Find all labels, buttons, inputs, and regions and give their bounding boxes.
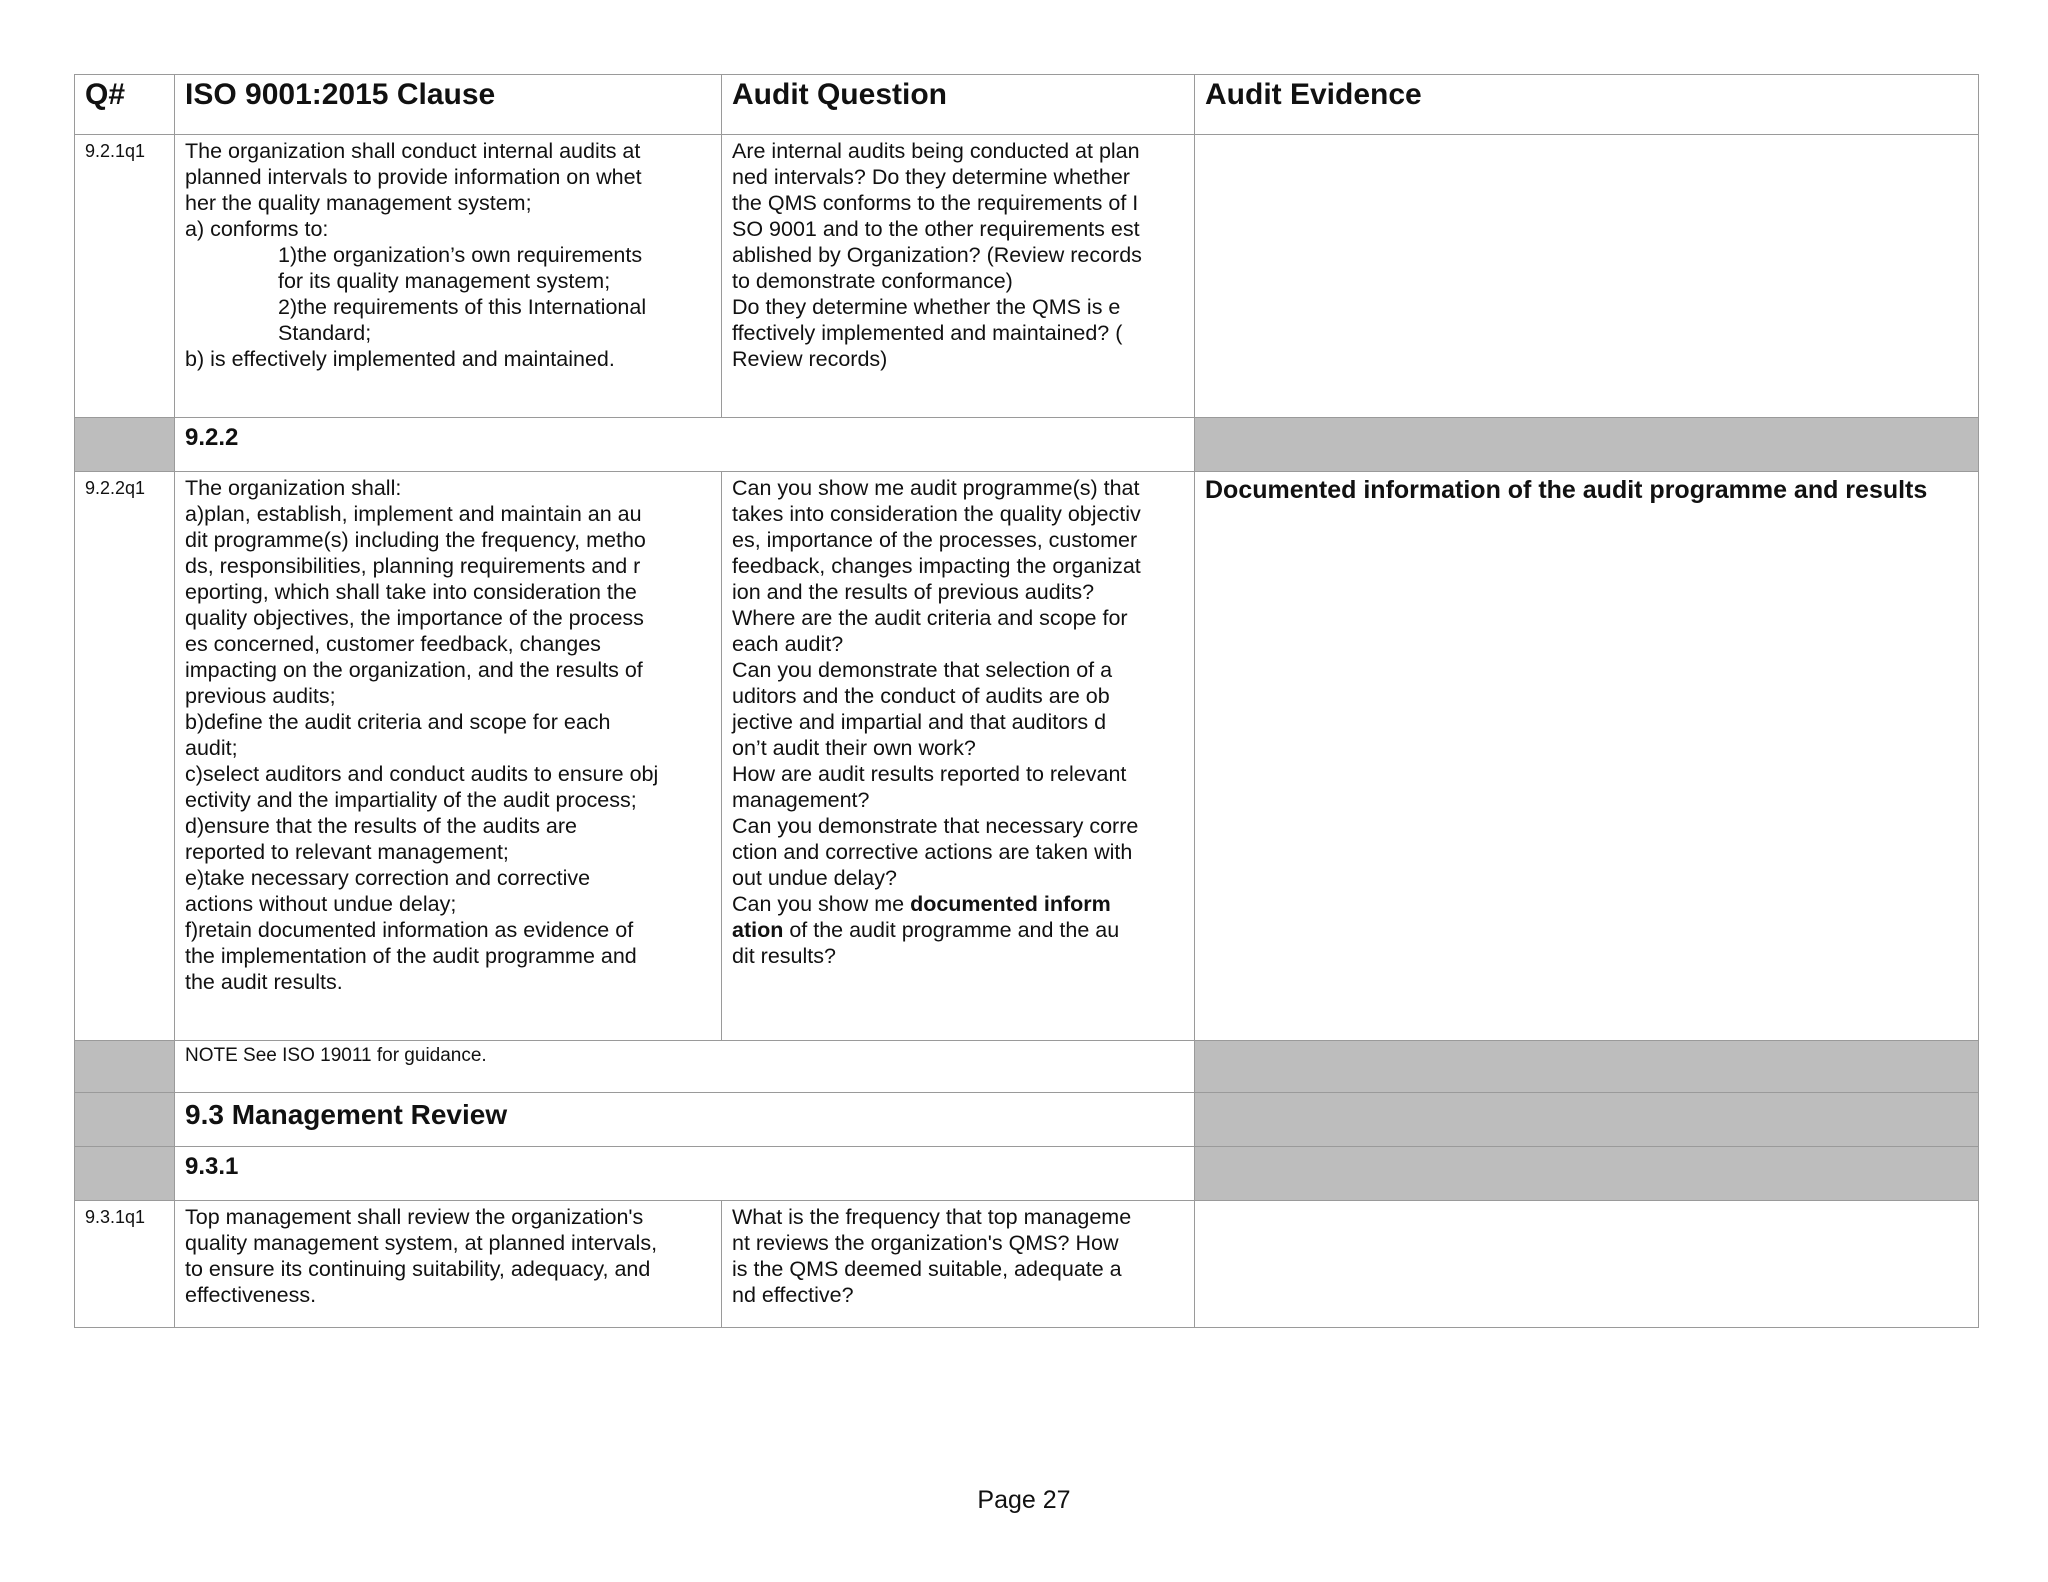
question-line: dit results? bbox=[732, 944, 836, 968]
question-line: Do they determine whether the QMS is e bbox=[732, 295, 1121, 319]
question-line: ction and corrective actions are taken with bbox=[732, 840, 1133, 864]
clause-line: quality objectives, the importance of the process bbox=[185, 606, 644, 630]
section-row-93 bbox=[75, 1093, 1979, 1147]
section-q-cell bbox=[75, 1093, 175, 1147]
clause-line: es concerned, customer feedback, changes bbox=[185, 632, 601, 656]
clause-line: dit programme(s) including the frequency, metho bbox=[185, 528, 646, 552]
clause-line: f)retain documented information as evidence of bbox=[185, 918, 634, 942]
section-title: 9.3.1 bbox=[175, 1147, 1195, 1201]
clause-line: audit; bbox=[185, 736, 238, 760]
clause-line: e)take necessary correction and corrective bbox=[185, 866, 591, 890]
question-line: Can you show me bbox=[732, 892, 911, 916]
question-bold-text: ation bbox=[732, 918, 784, 942]
question-line: jective and impartial and that auditors d bbox=[732, 710, 1107, 734]
audit-evidence-cell[interactable]: Documented information of the audit programme and results bbox=[1195, 472, 1979, 1041]
header-q: Q# bbox=[75, 75, 175, 135]
section-title: 9.3 Management Review bbox=[175, 1093, 1195, 1147]
section-q-cell bbox=[75, 418, 175, 472]
audit-checklist-table bbox=[74, 74, 1979, 1328]
question-line: nt reviews the organization's QMS? How bbox=[732, 1231, 1119, 1255]
table-row bbox=[75, 1201, 1979, 1328]
audit-evidence-cell[interactable] bbox=[1195, 135, 1979, 418]
clause-line: to ensure its continuing suitability, adequacy, and bbox=[185, 1257, 651, 1281]
clause-line: quality management system, at planned intervals, bbox=[185, 1231, 658, 1255]
question-line: on’t audit their own work? bbox=[732, 736, 976, 760]
question-line: ned intervals? Do they determine whether bbox=[732, 165, 1130, 189]
section-title: 9.2.2 bbox=[175, 418, 1195, 472]
question-line: of the audit programme and the au bbox=[783, 918, 1120, 942]
question-line: to demonstrate conformance) bbox=[732, 269, 1013, 293]
header-clause: ISO 9001:2015 Clause bbox=[175, 75, 722, 135]
clause-line: b)define the audit criteria and scope for each bbox=[185, 710, 611, 734]
header-evidence: Audit Evidence bbox=[1195, 75, 1979, 135]
audit-question-text bbox=[722, 472, 1195, 1041]
clause-line: b) is effectively implemented and maintained. bbox=[185, 347, 615, 371]
section-row-931 bbox=[75, 1147, 1979, 1201]
clause-line: 1)the organization’s own requirements bbox=[278, 243, 643, 267]
clause-line: ectivity and the impartiality of the audit process; bbox=[185, 788, 637, 812]
question-line: Are internal audits being conducted at plan bbox=[732, 139, 1140, 163]
clause-line: previous audits; bbox=[185, 684, 336, 708]
section-evidence-cell bbox=[1195, 1147, 1979, 1201]
question-line: SO 9001 and to the other requirements est bbox=[732, 217, 1140, 241]
audit-question-text bbox=[722, 135, 1195, 418]
clause-line: actions without undue delay; bbox=[185, 892, 457, 916]
question-line: Can you demonstrate that necessary corre bbox=[732, 814, 1139, 838]
section-q-cell bbox=[75, 1147, 175, 1201]
clause-line: d)ensure that the results of the audits are bbox=[185, 814, 578, 838]
note-text: NOTE See ISO 19011 for guidance. bbox=[175, 1041, 1195, 1093]
clause-line: effectiveness. bbox=[185, 1283, 317, 1307]
section-q-cell bbox=[75, 1041, 175, 1093]
table-row bbox=[75, 135, 1979, 418]
question-line: each audit? bbox=[732, 632, 844, 656]
clause-line: the audit results. bbox=[185, 970, 343, 994]
clause-line: Top management shall review the organization's bbox=[185, 1205, 644, 1229]
clause-line: her the quality management system; bbox=[185, 191, 532, 215]
clause-line: reported to relevant management; bbox=[185, 840, 509, 864]
question-line: Review records) bbox=[732, 347, 888, 371]
header-question: Audit Question bbox=[722, 75, 1195, 135]
clause-text bbox=[175, 472, 722, 1041]
table-row bbox=[75, 472, 1979, 1041]
question-number: 9.3.1q1 bbox=[75, 1201, 175, 1328]
section-evidence-cell bbox=[1195, 418, 1979, 472]
question-number: 9.2.2q1 bbox=[75, 472, 175, 1041]
section-row-922 bbox=[75, 418, 1979, 472]
question-line: es, importance of the processes, customer bbox=[732, 528, 1138, 552]
question-line: How are audit results reported to relevant bbox=[732, 762, 1127, 786]
question-line: Can you show me audit programme(s) that bbox=[732, 476, 1140, 500]
header-row bbox=[75, 75, 1979, 135]
question-line: nd effective? bbox=[732, 1283, 854, 1307]
clause-text bbox=[175, 135, 722, 418]
question-number: 9.2.1q1 bbox=[75, 135, 175, 418]
clause-line: planned intervals to provide information on whet bbox=[185, 165, 642, 189]
question-line: ffectively implemented and maintained? ( bbox=[732, 321, 1123, 345]
clause-line: for its quality management system; bbox=[278, 269, 611, 293]
question-line: takes into consideration the quality objectiv bbox=[732, 502, 1141, 526]
question-bold-text: documented inform bbox=[910, 892, 1111, 916]
question-line: Can you demonstrate that selection of a bbox=[732, 658, 1113, 682]
clause-line: ds, responsibilities, planning requirements and r bbox=[185, 554, 641, 578]
clause-line: impacting on the organization, and the results of bbox=[185, 658, 643, 682]
section-evidence-cell bbox=[1195, 1093, 1979, 1147]
clause-line: the implementation of the audit programme and bbox=[185, 944, 637, 968]
note-row bbox=[75, 1041, 1979, 1093]
clause-line: The organization shall conduct internal audits at bbox=[185, 139, 641, 163]
clause-line: The organization shall: bbox=[185, 476, 402, 500]
clause-text bbox=[175, 1201, 722, 1328]
question-line: management? bbox=[732, 788, 870, 812]
clause-line: c)select auditors and conduct audits to ensure obj bbox=[185, 762, 659, 786]
question-line: feedback, changes impacting the organizat bbox=[732, 554, 1141, 578]
question-line: is the QMS deemed suitable, adequate a bbox=[732, 1257, 1122, 1281]
question-line: What is the frequency that top manageme bbox=[732, 1205, 1132, 1229]
question-line: uditors and the conduct of audits are ob bbox=[732, 684, 1110, 708]
section-evidence-cell bbox=[1195, 1041, 1979, 1093]
audit-evidence-cell[interactable] bbox=[1195, 1201, 1979, 1328]
question-line: Where are the audit criteria and scope for bbox=[732, 606, 1128, 630]
question-line: ablished by Organization? (Review records bbox=[732, 243, 1142, 267]
question-line: ion and the results of previous audits? bbox=[732, 580, 1095, 604]
clause-line: Standard; bbox=[278, 321, 372, 345]
question-line: the QMS conforms to the requirements of I bbox=[732, 191, 1139, 215]
clause-line: 2)the requirements of this International bbox=[278, 295, 647, 319]
question-line: out undue delay? bbox=[732, 866, 897, 890]
audit-question-text bbox=[722, 1201, 1195, 1328]
page-number: Page 27 bbox=[977, 1486, 1071, 1514]
clause-line: eporting, which shall take into consideration the bbox=[185, 580, 637, 604]
clause-line: a)plan, establish, implement and maintain an au bbox=[185, 502, 642, 526]
clause-line: a) conforms to: bbox=[185, 217, 329, 241]
